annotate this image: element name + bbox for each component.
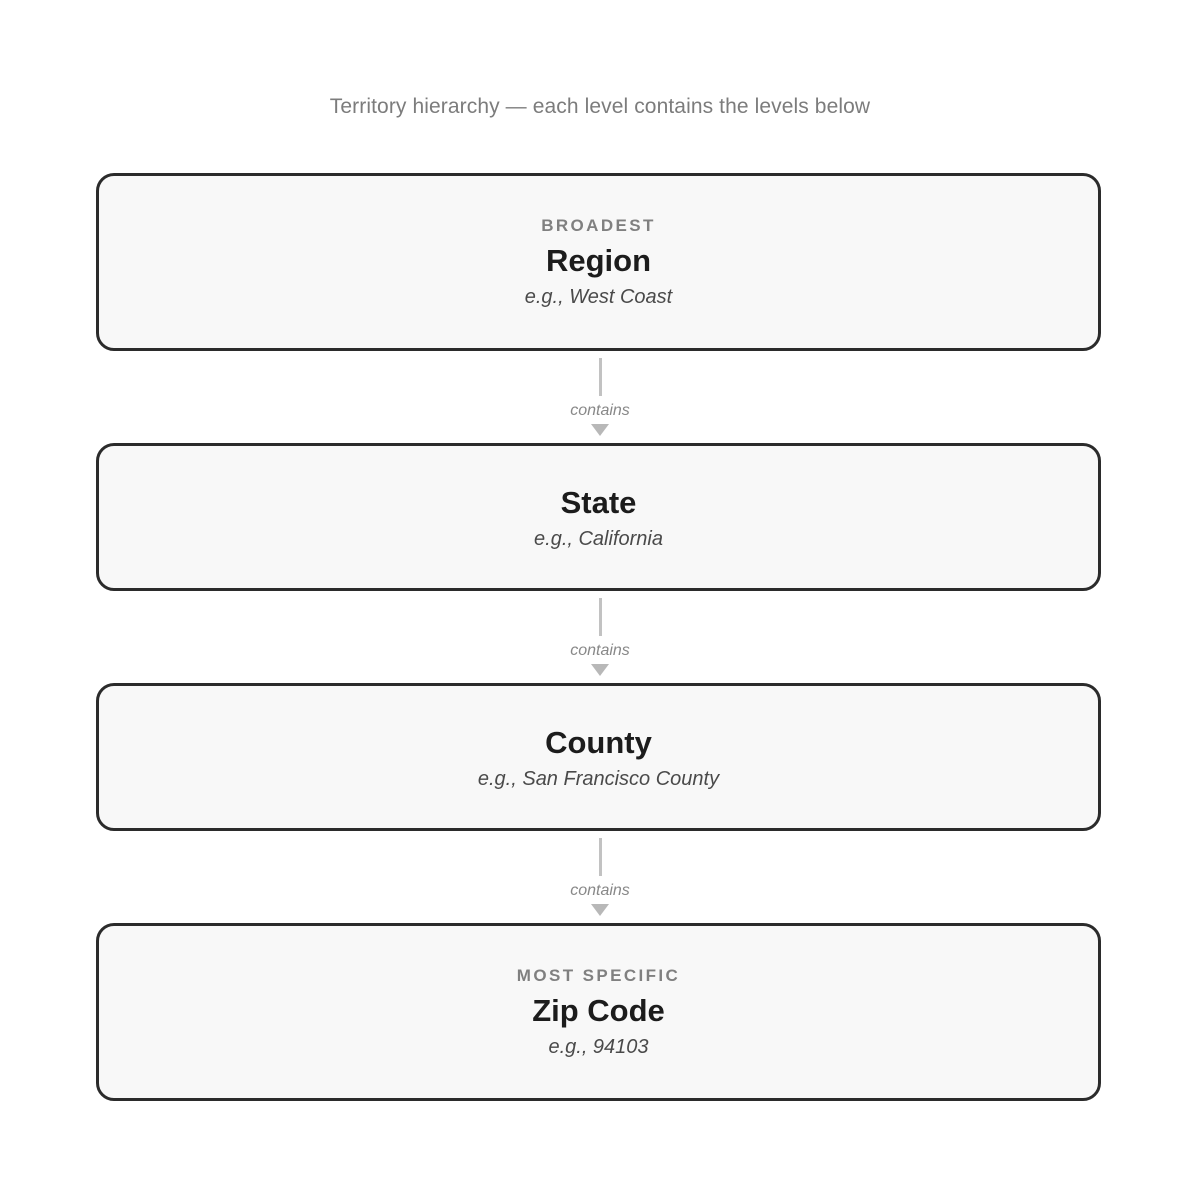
connector-label: contains (570, 642, 630, 659)
level-example: e.g., California (534, 527, 663, 550)
level-example: e.g., 94103 (548, 1035, 649, 1058)
level-example: e.g., San Francisco County (477, 767, 720, 790)
level-example: e.g., West Coast (524, 285, 673, 308)
level-tag: MOST SPECIFIC (516, 965, 681, 985)
level-name: County (545, 724, 652, 760)
connector-line (599, 838, 602, 876)
contains-connector (540, 358, 660, 438)
level-name: Zip Code (532, 992, 665, 1028)
arrow-down-icon (591, 904, 609, 916)
arrow-down-icon (591, 664, 609, 676)
level-name: State (560, 484, 637, 520)
diagram-caption: Territory hierarchy — each level contains the levels below (329, 95, 871, 118)
level-county-box (96, 683, 1101, 831)
level-name: Region (545, 242, 652, 278)
level-region-box (96, 173, 1101, 351)
contains-connector (540, 838, 660, 918)
level-tag: BROADEST (541, 215, 656, 235)
connector-line (599, 358, 602, 396)
level-state-box (96, 443, 1101, 591)
connector-line (599, 598, 602, 636)
connector-label: contains (570, 402, 630, 419)
contains-connector (540, 598, 660, 678)
level-zip-code-box (96, 923, 1101, 1101)
arrow-down-icon (591, 424, 609, 436)
connector-label: contains (570, 882, 630, 899)
